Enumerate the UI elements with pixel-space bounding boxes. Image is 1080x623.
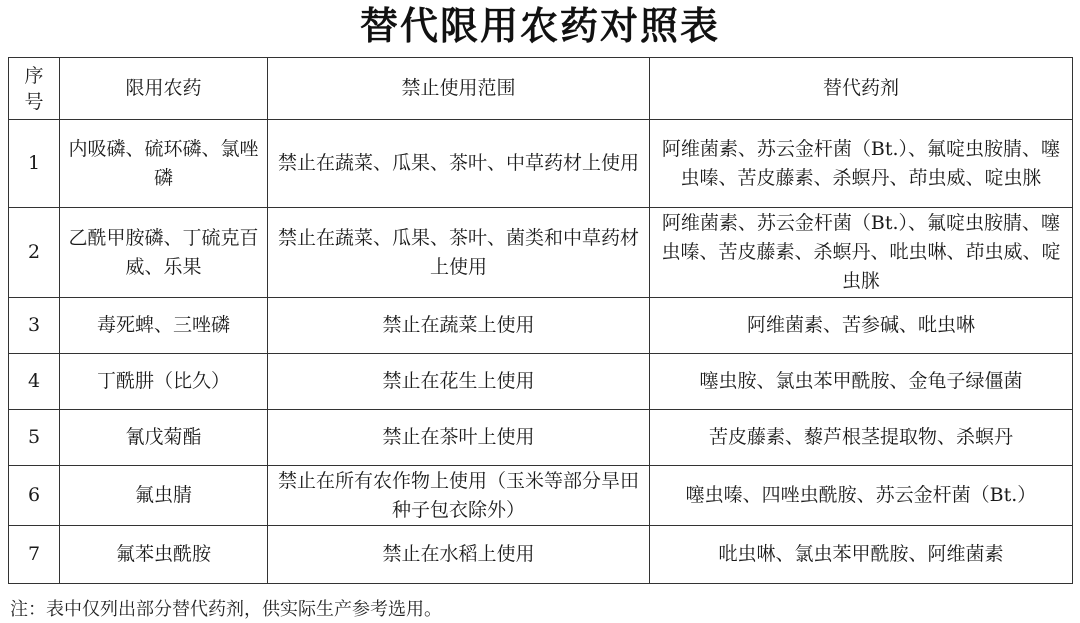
pesticide-substitution-table: [8, 57, 1073, 584]
cell-scope: 禁止在花生上使用: [268, 354, 650, 410]
cell-alternative: 噻虫胺、氯虫苯甲酰胺、金龟子绿僵菌: [650, 354, 1073, 410]
cell-pesticide: 乙酰甲胺磷、丁硫克百威、乐果: [60, 208, 268, 298]
header-pesticide: 限用农药: [60, 58, 268, 120]
cell-alternative: 噻虫嗪、四唑虫酰胺、苏云金杆菌（Bt.）: [650, 466, 1073, 526]
cell-scope: 禁止在蔬菜、瓜果、茶叶、中草药材上使用: [268, 120, 650, 208]
cell-pesticide: 氟苯虫酰胺: [60, 526, 268, 584]
cell-index: 2: [9, 208, 60, 298]
cell-index: 7: [9, 526, 60, 584]
cell-index: 3: [9, 298, 60, 354]
cell-alternative: 阿维菌素、苦参碱、吡虫啉: [650, 298, 1073, 354]
cell-pesticide: 丁酰肼（比久）: [60, 354, 268, 410]
cell-alternative: 阿维菌素、苏云金杆菌（Bt.）、氟啶虫胺腈、噻虫嗪、苦皮藤素、杀螟丹、吡虫啉、茚虫威、啶虫脒: [650, 208, 1073, 298]
cell-pesticide: 氟虫腈: [60, 466, 268, 526]
cell-pesticide: 毒死蜱、三唑磷: [60, 298, 268, 354]
cell-scope: 禁止在所有农作物上使用（玉米等部分旱田种子包衣除外）: [268, 466, 650, 526]
cell-alternative: 吡虫啉、氯虫苯甲酰胺、阿维菌素: [650, 526, 1073, 584]
table-header-row: [9, 58, 1073, 120]
cell-scope: 禁止在水稻上使用: [268, 526, 650, 584]
cell-scope: 禁止在蔬菜、瓜果、茶叶、菌类和中草药材上使用: [268, 208, 650, 298]
header-alternative: 替代药剂: [650, 58, 1073, 120]
cell-index: 1: [9, 120, 60, 208]
cell-pesticide: 氰戊菊酯: [60, 410, 268, 466]
cell-alternative: 阿维菌素、苏云金杆菌（Bt.）、氟啶虫胺腈、噻虫嗪、苦皮藤素、杀螟丹、茚虫威、啶虫脒: [650, 120, 1073, 208]
table-title: 替代限用农药对照表: [359, 4, 720, 48]
header-index-line1: 序: [24, 64, 44, 87]
table-row: [9, 526, 1073, 584]
cell-index: 5: [9, 410, 60, 466]
table-row: [9, 410, 1073, 466]
cell-scope: 禁止在茶叶上使用: [268, 410, 650, 466]
header-index: [9, 58, 60, 120]
cell-index: 6: [9, 466, 60, 526]
cell-alternative: 苦皮藤素、藜芦根茎提取物、杀螟丹: [650, 410, 1073, 466]
table-row: [9, 298, 1073, 354]
footnote: 注：表中仅列出部分替代药剂，供实际生产参考选用。: [10, 599, 442, 620]
cell-index: 4: [9, 354, 60, 410]
cell-scope: 禁止在蔬菜上使用: [268, 298, 650, 354]
table-row: [9, 208, 1073, 298]
table-row: [9, 120, 1073, 208]
cell-pesticide: 内吸磷、硫环磷、氯唑磷: [60, 120, 268, 208]
header-index-line2: 号: [24, 90, 44, 113]
header-scope: 禁止使用范围: [268, 58, 650, 120]
table-row: [9, 466, 1073, 526]
table-row: [9, 354, 1073, 410]
